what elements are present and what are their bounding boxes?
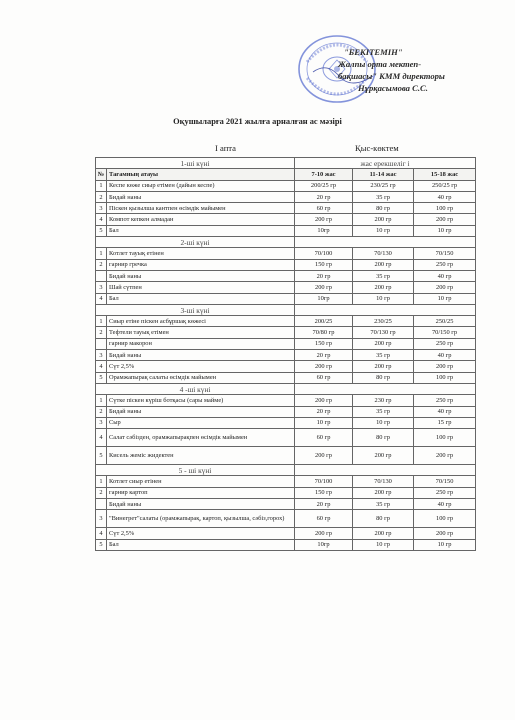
row-number: 3 [96,510,107,528]
approval-school-line1: Жалпы орта мектеп- [338,59,422,69]
table-row [96,270,476,281]
portion-age-15-18: 250 гр [414,395,476,406]
portion-age-15-18: 70/150 гр [414,327,476,338]
portion-age-15-18: 250/25 [414,316,476,327]
portion-age-15-18: 40 гр [414,499,476,510]
portion-age-11-14: 80 гр [353,203,414,214]
dish-name: Бал [107,539,295,550]
portion-age-11-14: 70/130 [353,248,414,259]
portion-age-11-14: 200 гр [353,214,414,225]
dish-name: Бал [107,293,295,304]
portion-age-11-14: 10 гр [353,417,414,428]
dish-name: Компот кепкен алмадан [107,214,295,225]
portion-age-7-10: 60 гр [295,372,353,383]
row-number: 1 [96,476,107,487]
portion-age-15-18: 200 гр [414,214,476,225]
portion-age-15-18: 100 гр [414,372,476,383]
row-number: 5 [96,539,107,550]
portion-age-11-14: 200 гр [353,361,414,372]
portion-age-7-10: 20 гр [295,406,353,417]
day-title: 1-ші күні [96,158,295,169]
dish-name: Сүтке піскен күріш ботқасы (сары майме) [107,395,295,406]
col-age-11-14-header: 11-14 жас [353,169,414,180]
dish-name: Кеспе көже сиыр етімен (дайын кеспе) [107,180,295,191]
portion-age-7-10: 200 гр [295,447,353,465]
table-row [96,447,476,465]
portion-age-15-18: 40 гр [414,191,476,202]
portion-age-15-18: 70/150 [414,476,476,487]
table-row [96,417,476,428]
portion-age-15-18: 200 гр [414,528,476,539]
portion-age-7-10: 60 гр [295,510,353,528]
dish-name: Бидай наны [107,191,295,202]
portion-age-11-14: 35 гр [353,499,414,510]
col-dish-name-header: Тағамның атауы [107,169,295,180]
portion-age-11-14: 230/25 гр [353,180,414,191]
portion-age-15-18: 10 гр [414,539,476,550]
portion-age-7-10: 10гр [295,293,353,304]
table-row [96,510,476,528]
table-row [96,214,476,225]
dish-name: Кисель жеміс жидектен [107,447,295,465]
portion-age-11-14: 35 гр [353,270,414,281]
approval-director-name: Нұрқасымова С.С. [358,83,428,93]
day-5-header-row [96,465,476,476]
portion-age-7-10: 200 гр [295,214,353,225]
portion-age-7-10: 60 гр [295,203,353,214]
season-label: Қыс-көктем [355,143,399,153]
row-number: 2 [96,259,107,270]
dish-name: Орамжапырақ салаты өсімдік майымен [107,372,295,383]
row-number [96,270,107,281]
portion-age-11-14: 80 гр [353,510,414,528]
portion-age-15-18: 10 гр [414,225,476,236]
table-row [96,180,476,191]
col-age-7-10-header: 7-10 жас [295,169,353,180]
row-number: 1 [96,248,107,259]
row-number [96,338,107,349]
portion-age-7-10: 200/25 гр [295,180,353,191]
portion-age-15-18: 100 гр [414,429,476,447]
portion-age-15-18: 200 гр [414,361,476,372]
dish-name: гарнир макорон [107,338,295,349]
dish-name: Сүт 2,5% [107,361,295,372]
table-row [96,327,476,338]
row-number: 2 [96,406,107,417]
day-title: 4 -ші күні [96,383,295,394]
row-number: 5 [96,447,107,465]
row-number: 3 [96,282,107,293]
row-number: 4 [96,528,107,539]
row-number: 1 [96,316,107,327]
portion-age-11-14: 200 гр [353,338,414,349]
day-4-header-row [96,383,476,394]
row-number: 4 [96,214,107,225]
day-header-blank [295,383,476,394]
day-3-header-row [96,304,476,315]
portion-age-7-10: 70/80 гр [295,327,353,338]
table-row [96,259,476,270]
dish-name: Бидай наны [107,350,295,361]
table-row [96,225,476,236]
dish-name: Сыр [107,417,295,428]
portion-age-7-10: 200 гр [295,395,353,406]
portion-age-7-10: 10гр [295,539,353,550]
table-row [96,316,476,327]
portion-age-15-18: 15 гр [414,417,476,428]
table-row [96,203,476,214]
portion-age-11-14: 200 гр [353,528,414,539]
row-number: 3 [96,417,107,428]
portion-age-11-14: 230/25 [353,316,414,327]
row-number: 5 [96,225,107,236]
portion-age-15-18: 40 гр [414,270,476,281]
table-row [96,539,476,550]
dish-name: Бидай наны [107,499,295,510]
day-2-header-row [96,237,476,248]
portion-age-7-10: 70/100 [295,476,353,487]
dish-name: Сиыр етіне піскен асбұршақ көжесі [107,316,295,327]
dish-name: Піскен қызылша кантпен өсімдік майымен [107,203,295,214]
portion-age-15-18: 10 гр [414,293,476,304]
portion-age-15-18: 250 гр [414,487,476,498]
dish-name: Бидай наны [107,270,295,281]
table-row [96,191,476,202]
row-number: 2 [96,191,107,202]
dish-name: Шай сүтпен [107,282,295,293]
portion-age-7-10: 20 гр [295,350,353,361]
portion-age-7-10: 20 гр [295,191,353,202]
portion-age-15-18: 40 гр [414,350,476,361]
table-row [96,487,476,498]
portion-age-15-18: 250 гр [414,338,476,349]
col-number-header: № [96,169,107,180]
row-number: 5 [96,372,107,383]
portion-age-7-10: 150 гр [295,338,353,349]
week-label: I апта [215,143,236,153]
page-title: Оқушыларға 2021 жылға арналған ас мәзірі [173,117,342,126]
table-row [96,499,476,510]
row-number: 4 [96,361,107,372]
table-row [96,361,476,372]
portion-age-15-18: 40 гр [414,406,476,417]
table-row [96,476,476,487]
age-group-header: жас ерекшеліг i [295,158,476,169]
dish-name: гарнир гречка [107,259,295,270]
portion-age-11-14: 10 гр [353,293,414,304]
portion-age-11-14: 80 гр [353,429,414,447]
portion-age-7-10: 60 гр [295,429,353,447]
portion-age-11-14: 200 гр [353,259,414,270]
portion-age-11-14: 230 гр [353,395,414,406]
portion-age-11-14: 35 гр [353,191,414,202]
table-row [96,528,476,539]
table-row [96,282,476,293]
table-row [96,248,476,259]
dish-name: Тефтели тауық етімен [107,327,295,338]
column-header-row [96,169,476,180]
portion-age-11-14: 10 гр [353,539,414,550]
approval-heading: "БЕКІТЕМІН" [344,47,403,57]
portion-age-7-10: 20 гр [295,499,353,510]
portion-age-7-10: 150 гр [295,487,353,498]
dish-name: Бидай наны [107,406,295,417]
day-title: 3-ші күні [96,304,295,315]
portion-age-7-10: 150 гр [295,259,353,270]
portion-age-7-10: 200/25 [295,316,353,327]
portion-age-11-14: 35 гр [353,350,414,361]
dish-name: Бал [107,225,295,236]
portion-age-7-10: 70/100 [295,248,353,259]
portion-age-11-14: 70/130 [353,476,414,487]
row-number: 4 [96,293,107,304]
dish-name: Салат сәбізден, орамжапырақпен өсімдік майымен [107,429,295,447]
portion-age-7-10: 200 гр [295,282,353,293]
row-number: 1 [96,180,107,191]
row-number: 3 [96,350,107,361]
portion-age-15-18: 200 гр [414,282,476,293]
menu-table [95,157,476,551]
day-1-header-row [96,158,476,169]
table-row [96,406,476,417]
portion-age-7-10: 10 гр [295,417,353,428]
portion-age-7-10: 200 гр [295,528,353,539]
portion-age-15-18: 250/25 гр [414,180,476,191]
dish-name: Котлет тауық етінен [107,248,295,259]
row-number: 2 [96,487,107,498]
portion-age-7-10: 200 гр [295,361,353,372]
portion-age-11-14: 200 гр [353,447,414,465]
row-number: 1 [96,395,107,406]
portion-age-15-18: 70/150 [414,248,476,259]
dish-name: Сүт 2,5% [107,528,295,539]
portion-age-11-14: 70/130 гр [353,327,414,338]
portion-age-11-14: 200 гр [353,487,414,498]
day-header-blank [295,304,476,315]
day-header-blank [295,465,476,476]
portion-age-15-18: 200 гр [414,447,476,465]
portion-age-7-10: 10гр [295,225,353,236]
portion-age-15-18: 100 гр [414,510,476,528]
approval-block [338,46,488,94]
portion-age-15-18: 100 гр [414,203,476,214]
row-number: 3 [96,203,107,214]
portion-age-11-14: 200 гр [353,282,414,293]
portion-age-11-14: 80 гр [353,372,414,383]
dish-name: Котлет сиыр етінен [107,476,295,487]
day-title: 5 - ші күні [96,465,295,476]
approval-school-line2: бақшасы" КММ директоры [338,71,445,81]
portion-age-15-18: 250 гр [414,259,476,270]
table-row [96,338,476,349]
dish-name: "Винегрет"салаты (орамжапырақ, картоп, қызылша, сәбіз,горох) [107,510,295,528]
table-row [96,350,476,361]
day-title: 2-ші күні [96,237,295,248]
portion-age-7-10: 20 гр [295,270,353,281]
table-row [96,429,476,447]
table-row [96,293,476,304]
col-age-15-18-header: 15-18 жас [414,169,476,180]
row-number [96,499,107,510]
day-header-blank [295,237,476,248]
table-row [96,372,476,383]
row-number: 4 [96,429,107,447]
portion-age-11-14: 35 гр [353,406,414,417]
dish-name: гарнир картоп [107,487,295,498]
menu-table-body [96,158,476,551]
table-row [96,395,476,406]
portion-age-11-14: 10 гр [353,225,414,236]
row-number: 2 [96,327,107,338]
